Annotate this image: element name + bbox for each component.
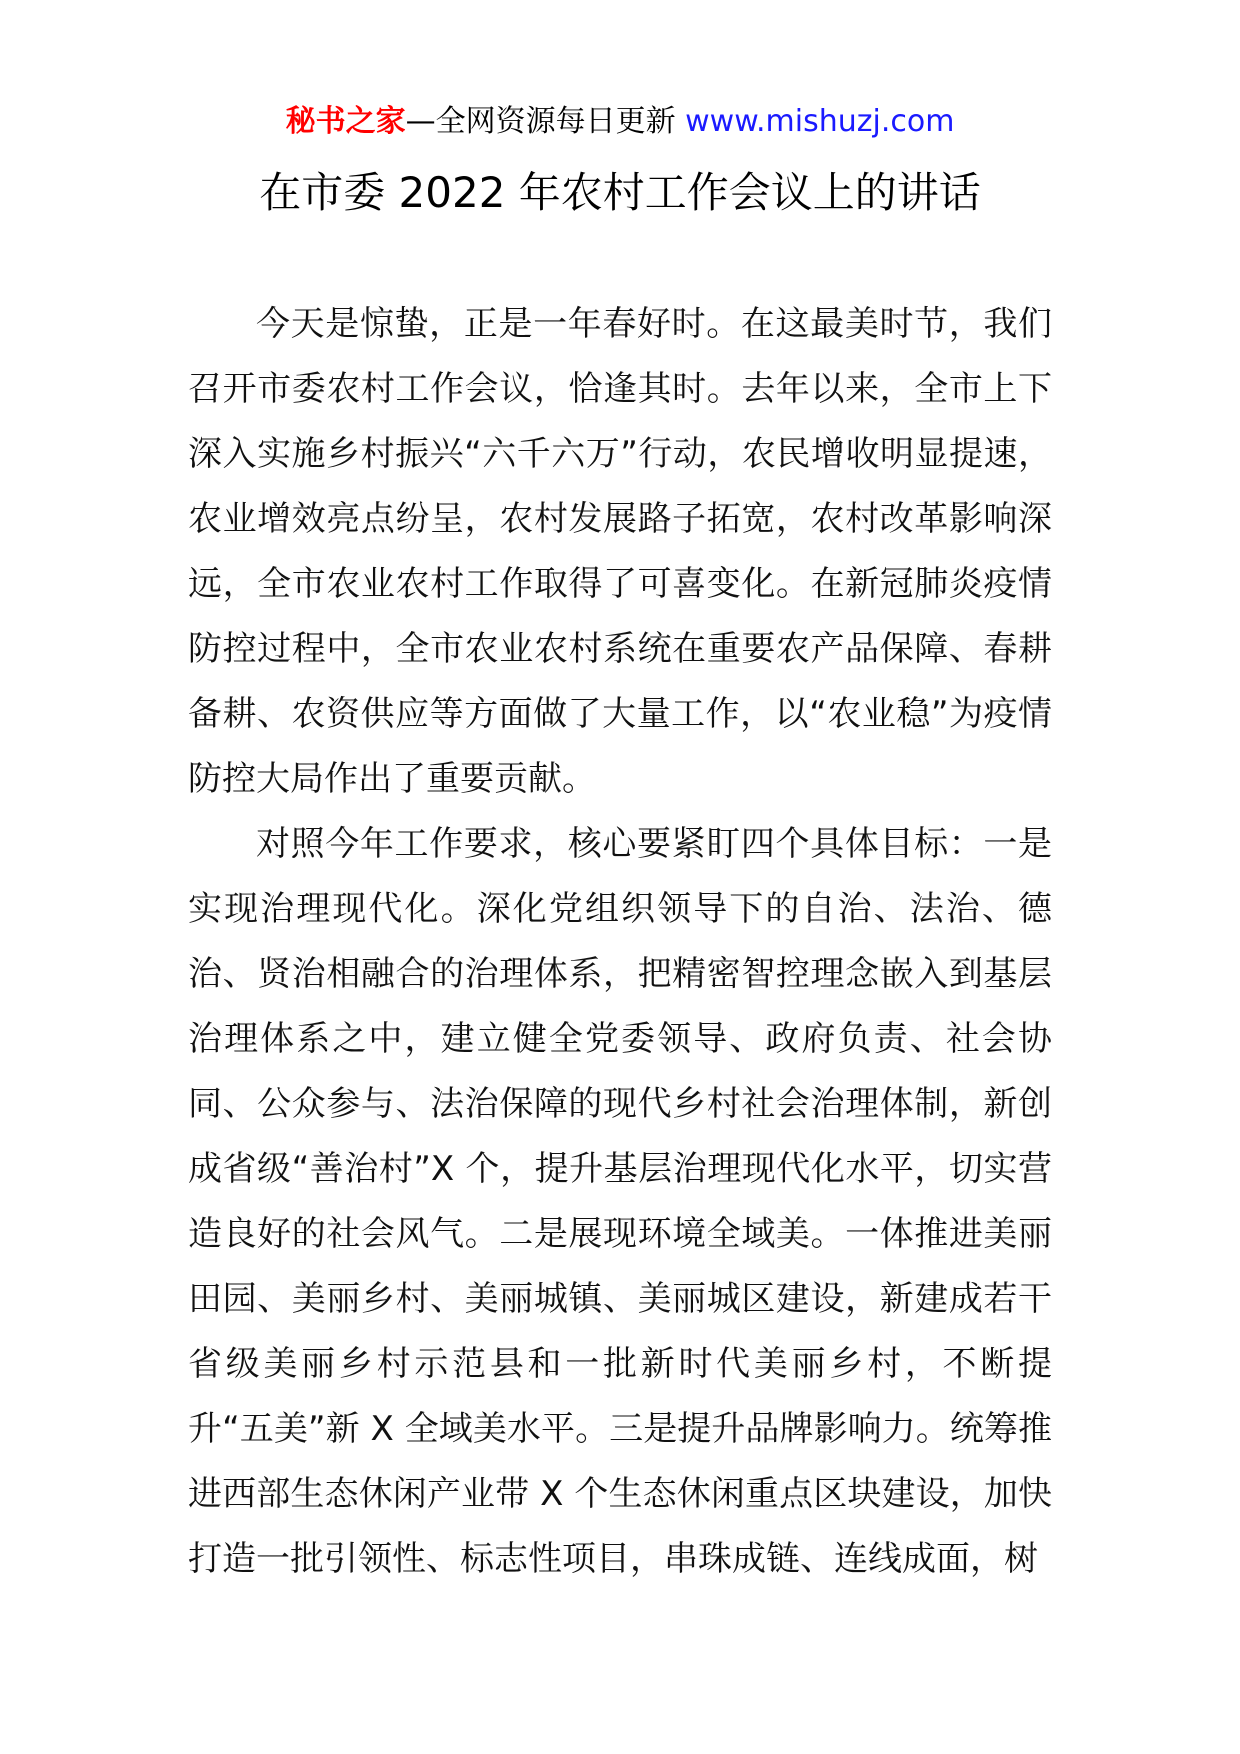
site-header bbox=[0, 102, 1240, 142]
header-tagline: —全网资源每日更新 bbox=[405, 104, 676, 139]
site-url-link[interactable]: www.mishuzj.com bbox=[685, 104, 955, 139]
document-title: 在市委 2022 年农村工作会议上的讲话 bbox=[259, 168, 981, 217]
paragraph-1: 今天是惊蛰，正是一年春好时。在这最美时节，我们召开市委农村工作会议，恰逢其时。去年以来，全市上下深入实施乡村振兴“六千六万”行动，农民增收明显提速，农业增效亮点纷呈，农村发展路子拓宽，农村改革影响深远，全市农业农村工作取得了可喜变化。在新冠肺炎疫情防控过程中，全市农业农村系统在重要农产品保障、春耕备耕、农资供应等方面做了大量工作，以“农业稳”为疫情防控大局作出了重要贡献。 bbox=[188, 304, 1052, 799]
document-body bbox=[188, 292, 1052, 1592]
brand-name: 秘书之家 bbox=[285, 104, 406, 139]
paragraph-2: 对照今年工作要求，核心要紧盯四个具体目标：一是实现治理现代化。深化党组织领导下的自治、法治、德治、贤治相融合的治理体系，把精密智控理念嵌入到基层治理体系之中，建立健全党委领导、政府负责、社会协同、公众参与、法治保障的现代乡村社会治理体制，新创成省级“善治村”X 个，提升基层治理现代化水平，切实营造良好的社会风气。二是展现环境全域美。一体推进美丽田园、美丽乡村、美丽城镇、美丽城区建设，新建成若干省级美丽乡村示范县和一批新时代美丽乡村，不断提升“五美”新 X 全域美水平。三是提升品牌影响力。统筹推进西部生态休闲产业带 X 个生态休闲重点区块建设，加快打造一批引领性、标志性项目，串珠成链、连线成面，树 bbox=[188, 824, 1052, 1579]
